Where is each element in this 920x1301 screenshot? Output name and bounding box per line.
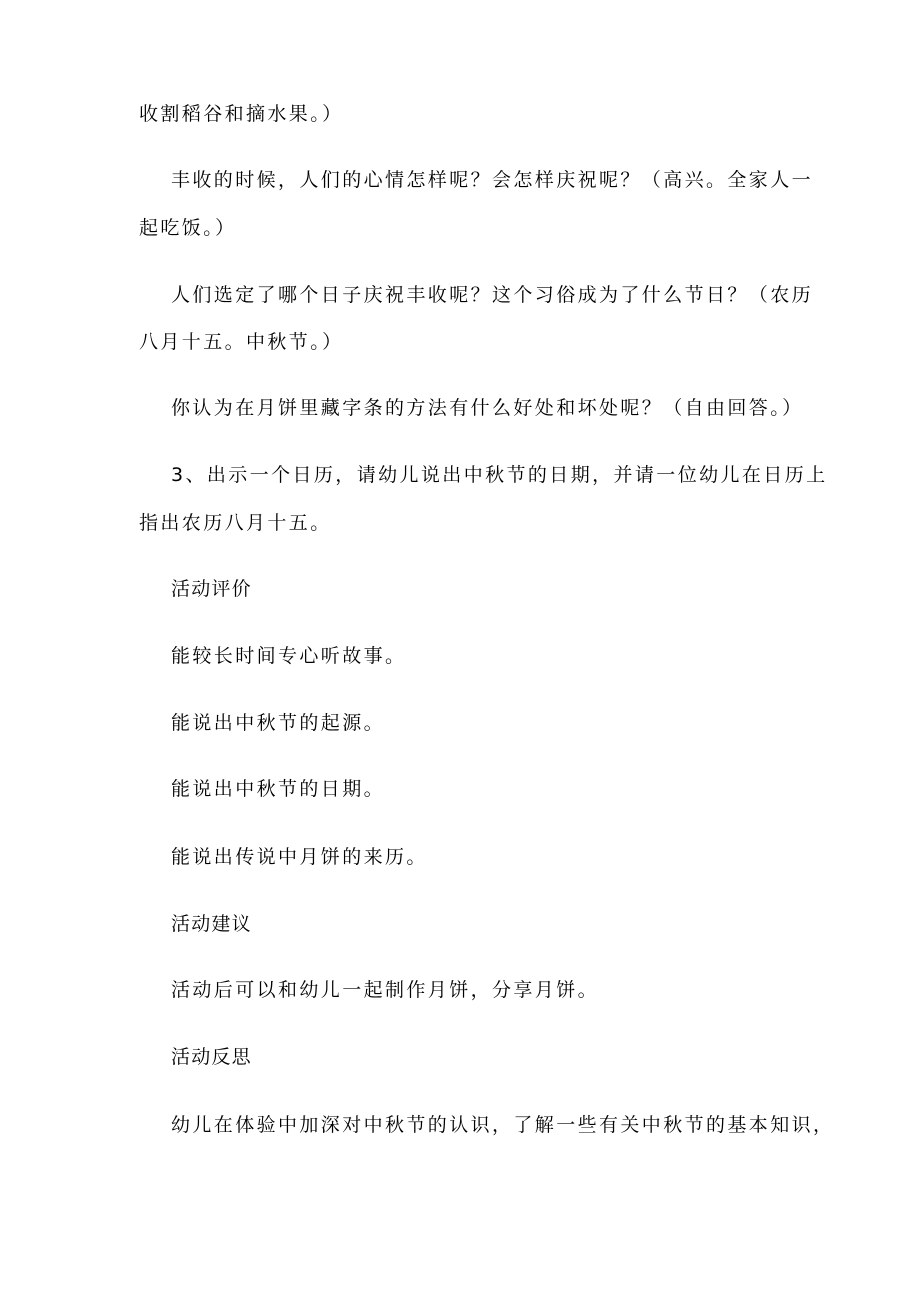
section-heading-evaluation: 活动评价 <box>171 578 252 600</box>
paragraph-line: 起吃饭。） <box>139 217 237 239</box>
paragraph-line: 你认为在月饼里藏字条的方法有什么好处和坏处呢？（自由回答。） <box>171 397 804 419</box>
list-item: 能说出中秋节的日期。 <box>171 778 386 800</box>
paragraph-line: 3、出示一个日历，请幼儿说出中秋节的日期，并请一位幼儿在日历上 <box>171 464 828 486</box>
section-heading-suggestion: 活动建议 <box>171 913 252 935</box>
paragraph-line: 收割稻谷和摘水果。） <box>139 103 344 125</box>
section-heading-reflection: 活动反思 <box>171 1046 252 1068</box>
paragraph-line: 八月十五。中秋节。） <box>139 331 344 353</box>
list-item: 能较长时间专心听故事。 <box>171 645 407 667</box>
list-item: 能说出中秋节的起源。 <box>171 712 386 734</box>
paragraph-line: 人们选定了哪个日子庆祝丰收呢？这个习俗成为了什么节日？（农历 <box>171 284 814 306</box>
paragraph-line: 指出农历八月十五。 <box>139 512 332 534</box>
paragraph-line: 活动后可以和幼儿一起制作月饼，分享月饼。 <box>171 979 600 1001</box>
list-item: 能说出传说中月饼的来历。 <box>171 846 428 868</box>
paragraph-line: 丰收的时候，人们的心情怎样呢？会怎样庆祝呢？（高兴。全家人一 <box>171 169 814 191</box>
paragraph-line: 幼儿在体验中加深对中秋节的认识，了解一些有关中秋节的基本知识， <box>171 1114 835 1136</box>
